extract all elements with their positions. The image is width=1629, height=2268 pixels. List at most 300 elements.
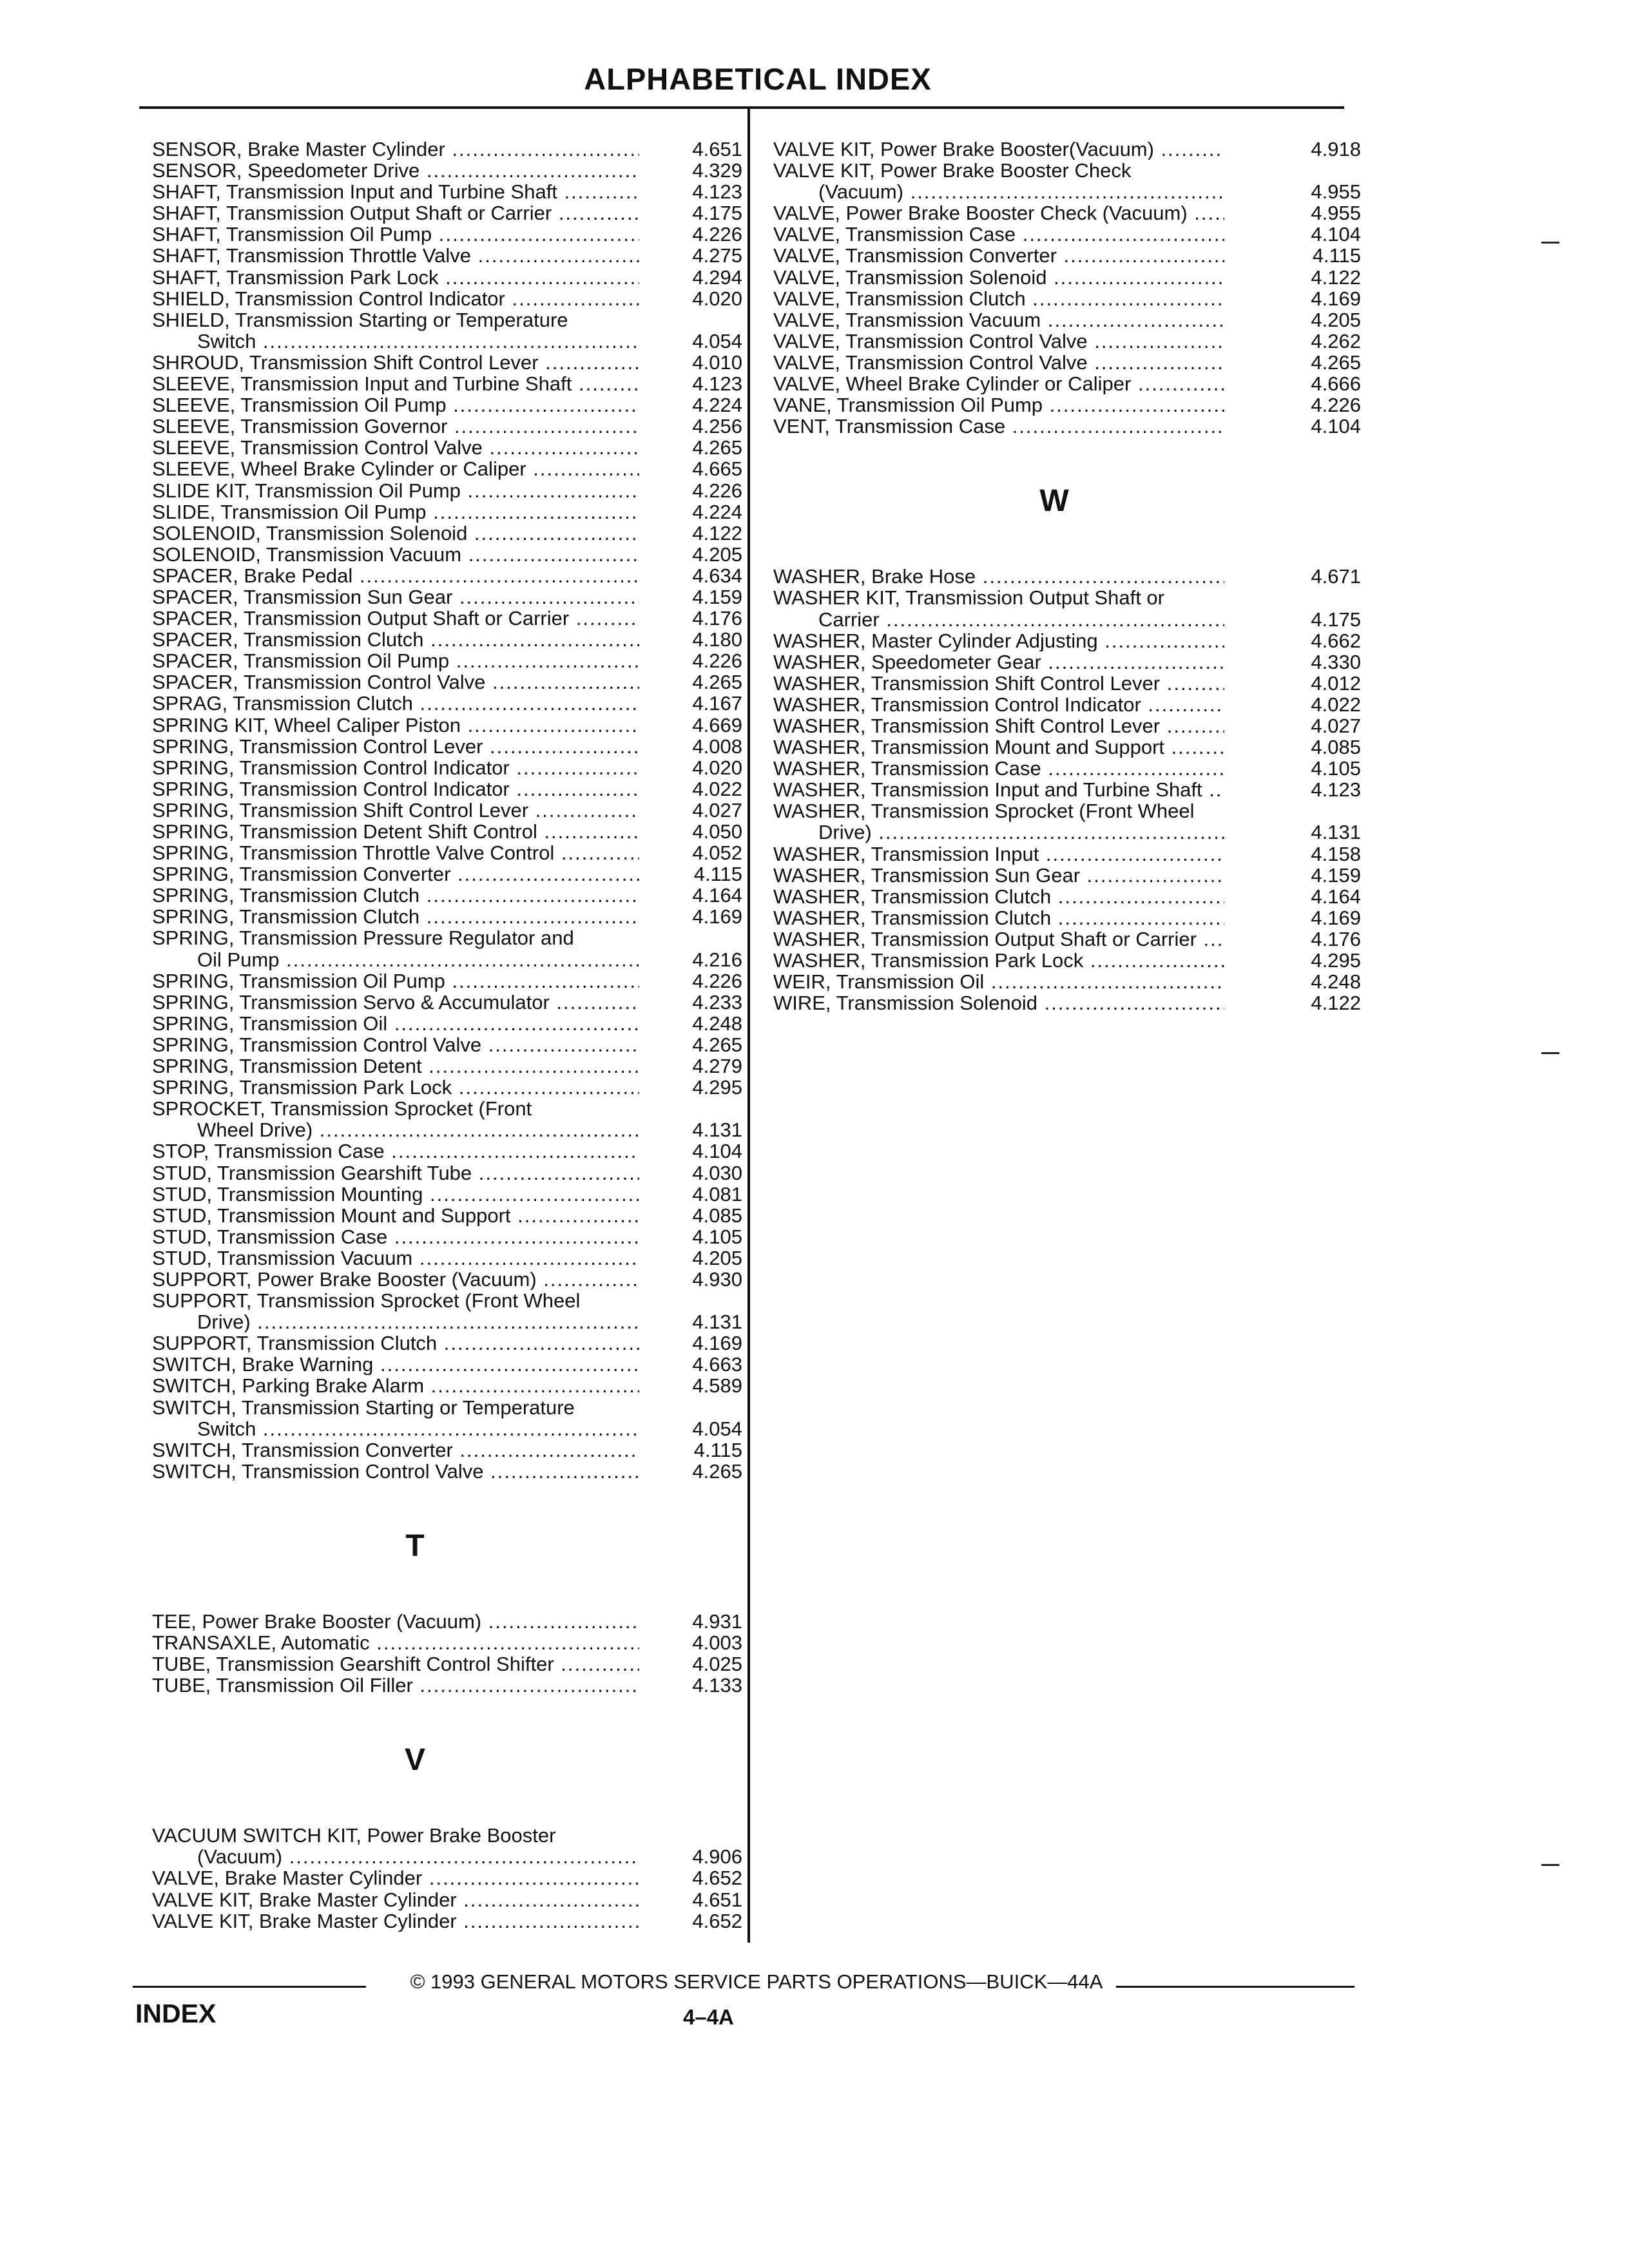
entry-name bbox=[773, 352, 1224, 373]
index-entry bbox=[773, 779, 1361, 800]
entry-name bbox=[773, 843, 1224, 865]
entry-name-text: WASHER, Transmission Mount and Support bbox=[773, 736, 1165, 758]
entry-page-number: 4.176 bbox=[1311, 927, 1361, 950]
index-entry bbox=[773, 992, 1361, 1014]
index-entry bbox=[152, 1162, 742, 1184]
entry-name-continuation: Switch ..... bbox=[152, 1418, 639, 1439]
entry-name bbox=[152, 1611, 639, 1632]
entry-page-number: 4.226 bbox=[692, 479, 742, 502]
entry-page-number: 4.294 bbox=[692, 265, 742, 289]
entry-name bbox=[152, 1632, 639, 1653]
entry-page-number: 4.027 bbox=[692, 798, 742, 822]
entry-page-number: 4.651 bbox=[692, 138, 742, 160]
entry-name bbox=[152, 160, 639, 181]
entry-page-number: 4.265 bbox=[1311, 351, 1361, 374]
entry-name bbox=[152, 885, 639, 906]
entry-name bbox=[773, 907, 1224, 928]
section-letter: W bbox=[1039, 484, 1069, 519]
entry-page-number: 4.930 bbox=[692, 1267, 742, 1291]
index-entry bbox=[773, 373, 1361, 394]
entry-name bbox=[152, 1034, 639, 1055]
entry-name bbox=[152, 927, 639, 970]
entry-name bbox=[152, 992, 639, 1013]
entry-name-text: VALVE, Transmission Control Valve bbox=[773, 330, 1088, 352]
entry-page-number: 4.104 bbox=[1311, 223, 1361, 246]
entry-name bbox=[773, 992, 1224, 1014]
entry-name bbox=[152, 1290, 639, 1332]
index-entry bbox=[152, 1055, 742, 1077]
entry-page-number: 4.012 bbox=[1311, 671, 1361, 695]
entry-name-text: SWITCH, Transmission Control Valve bbox=[152, 1460, 484, 1482]
entry-page-number: 4.955 bbox=[1311, 202, 1361, 225]
entry-page-number: 4.169 bbox=[1311, 287, 1361, 310]
entry-name bbox=[773, 224, 1224, 245]
entry-name bbox=[152, 1013, 639, 1034]
index-entry bbox=[152, 586, 742, 608]
entry-name bbox=[773, 267, 1224, 288]
index-entry bbox=[152, 437, 742, 458]
entry-page-number: 4.671 bbox=[1311, 565, 1361, 588]
entry-page-number: 4.123 bbox=[692, 180, 742, 204]
index-entry bbox=[152, 202, 742, 224]
index-entry bbox=[773, 224, 1361, 245]
index-entry bbox=[152, 1910, 742, 1932]
entry-name-text: SPRING, Transmission Servo & Accumulator bbox=[152, 991, 550, 1013]
entry-name-continuation: Oil Pump ..... bbox=[152, 949, 639, 970]
footer-page-number: 4–4A bbox=[683, 2005, 734, 2029]
entry-name bbox=[152, 416, 639, 437]
entry-name-text: SPRING, Transmission Clutch bbox=[152, 885, 420, 907]
entry-name-continuation: (Vacuum) ..... bbox=[152, 1846, 639, 1867]
entry-name-text: VACUUM SWITCH KIT, Power Brake Booster bbox=[152, 1825, 556, 1847]
index-entry bbox=[773, 245, 1361, 266]
index-entry bbox=[773, 267, 1361, 288]
index-entry bbox=[152, 629, 742, 650]
entry-name-text: WASHER, Master Cylinder Adjusting bbox=[773, 629, 1098, 651]
entry-page-number: 4.167 bbox=[692, 692, 742, 715]
entry-name-text: SPRING, Transmission Shift Control Lever bbox=[152, 799, 529, 821]
index-entry bbox=[773, 971, 1361, 992]
entry-name-text: SWITCH, Transmission Starting or Temperature bbox=[152, 1396, 575, 1419]
entry-name bbox=[773, 587, 1224, 629]
index-entry bbox=[152, 1098, 742, 1140]
entry-name-continuation: Wheel Drive) ..... bbox=[152, 1119, 639, 1140]
entry-page-number: 4.115 bbox=[693, 863, 742, 886]
entry-page-number: 4.931 bbox=[692, 1610, 742, 1633]
entry-page-number: 4.020 bbox=[692, 756, 742, 779]
footer-copyright: © 1993 GENERAL MOTORS SERVICE PARTS OPERATIONS—BUICK—44A bbox=[410, 1970, 1103, 1993]
index-entry bbox=[773, 587, 1361, 629]
index-entry bbox=[773, 736, 1361, 758]
entry-page-number: 4.265 bbox=[692, 671, 742, 694]
entry-page-number: 4.265 bbox=[692, 1033, 742, 1056]
entry-name-text: WASHER, Transmission Control Indicator bbox=[773, 693, 1141, 715]
entry-name bbox=[152, 1354, 639, 1375]
index-entry bbox=[152, 1184, 742, 1205]
entry-name-text: VANE, Transmission Oil Pump bbox=[773, 394, 1043, 416]
entry-page-number: 4.233 bbox=[692, 990, 742, 1014]
entry-name bbox=[152, 565, 639, 586]
entry-name-text: WASHER, Transmission Output Shaft or Carrier bbox=[773, 928, 1197, 950]
entry-name-text: WASHER, Transmission Clutch bbox=[773, 885, 1052, 907]
entry-name bbox=[152, 1098, 639, 1140]
entry-page-number: 4.295 bbox=[692, 1076, 742, 1099]
index-entry bbox=[152, 458, 742, 479]
entry-name bbox=[152, 458, 639, 479]
index-entry bbox=[773, 416, 1361, 437]
entry-page-number: 4.122 bbox=[1311, 265, 1361, 289]
index-entry bbox=[152, 139, 742, 160]
entry-name bbox=[773, 950, 1224, 971]
entry-name-text: SPRING, Transmission Clutch bbox=[152, 906, 420, 928]
entry-name bbox=[152, 1889, 639, 1910]
entry-name-text: SLIDE, Transmission Oil Pump bbox=[152, 501, 427, 523]
entry-name bbox=[152, 1269, 639, 1290]
entry-name-text: SHAFT, Transmission Oil Pump bbox=[152, 224, 432, 245]
index-entry bbox=[152, 608, 742, 629]
entry-page-number: 4.226 bbox=[692, 223, 742, 246]
entry-name bbox=[152, 1184, 639, 1205]
index-entry bbox=[152, 480, 742, 501]
entry-name bbox=[773, 309, 1224, 331]
index-entry bbox=[152, 1461, 742, 1482]
entry-page-number: 4.669 bbox=[692, 713, 742, 736]
index-entry bbox=[773, 630, 1361, 651]
index-entry bbox=[152, 373, 742, 394]
entry-name bbox=[773, 651, 1224, 673]
entry-name bbox=[152, 181, 639, 202]
index-entry bbox=[152, 416, 742, 437]
index-entry bbox=[152, 863, 742, 885]
entry-name-text: SPACER, Transmission Oil Pump bbox=[152, 650, 450, 672]
entry-page-number: 4.226 bbox=[1311, 394, 1361, 417]
entry-name bbox=[773, 865, 1224, 886]
entry-name bbox=[152, 629, 639, 650]
entry-page-number: 4.226 bbox=[692, 649, 742, 673]
entry-name-text: TEE, Power Brake Booster (Vacuum) bbox=[152, 1610, 482, 1632]
entry-page-number: 4.248 bbox=[1311, 970, 1361, 994]
entry-name-text: VALVE, Transmission Converter bbox=[773, 245, 1057, 267]
entry-name-text: TRANSAXLE, Automatic bbox=[152, 1632, 370, 1654]
entry-name-text: WASHER, Transmission Shift Control Lever bbox=[773, 672, 1161, 694]
entry-name-text: SHAFT, Transmission Throttle Valve bbox=[152, 245, 472, 267]
margin-tick bbox=[1541, 1052, 1559, 1054]
entry-page-number: 4.248 bbox=[692, 1012, 742, 1035]
index-entry bbox=[152, 565, 742, 586]
entry-name bbox=[773, 245, 1224, 266]
entry-name-text: VALVE, Brake Master Cylinder bbox=[152, 1867, 423, 1889]
entry-page-number: 4.918 bbox=[1311, 138, 1361, 160]
entry-name-text: SPRING, Transmission Control Indicator bbox=[152, 756, 510, 778]
entry-page-number: 4.085 bbox=[1311, 736, 1361, 759]
entry-name-text: SLEEVE, Transmission Input and Turbine Shaft bbox=[152, 373, 572, 395]
entry-name-text: STUD, Transmission Vacuum bbox=[152, 1247, 413, 1269]
entry-name-text: SUPPORT, Power Brake Booster (Vacuum) bbox=[152, 1268, 537, 1291]
entry-name bbox=[152, 970, 639, 992]
entry-page-number: 4.104 bbox=[1311, 415, 1361, 438]
entry-name-text: VALVE, Transmission Case bbox=[773, 224, 1016, 245]
index-entry bbox=[152, 1675, 742, 1696]
entry-page-number: 4.265 bbox=[692, 436, 742, 459]
index-entry bbox=[152, 1867, 742, 1888]
entry-page-number: 4.123 bbox=[692, 372, 742, 396]
entry-name bbox=[773, 928, 1224, 950]
index-entry bbox=[152, 181, 742, 202]
entry-name-text: SWITCH, Parking Brake Alarm bbox=[152, 1375, 425, 1397]
entry-page-number: 4.634 bbox=[692, 564, 742, 587]
index-entry bbox=[152, 224, 742, 245]
entry-page-number: 4.663 bbox=[692, 1353, 742, 1376]
index-entry bbox=[152, 1205, 742, 1226]
entry-name-text: VALVE, Power Brake Booster Check (Vacuum) bbox=[773, 202, 1188, 224]
entry-name bbox=[773, 694, 1224, 715]
entry-name bbox=[152, 608, 639, 629]
entry-name-text: WASHER, Speedometer Gear bbox=[773, 651, 1041, 673]
entry-name bbox=[152, 842, 639, 863]
entry-name-text: SOLENOID, Transmission Solenoid bbox=[152, 522, 468, 544]
entry-name-text: SPRING, Transmission Detent Shift Control bbox=[152, 821, 537, 843]
index-entry bbox=[152, 885, 742, 906]
entry-page-number: 4.131 bbox=[1311, 821, 1361, 844]
index-entry bbox=[773, 288, 1361, 309]
index-entry bbox=[152, 842, 742, 863]
index-entry bbox=[152, 1332, 742, 1354]
entry-name-text: SPRING, Transmission Converter bbox=[152, 863, 451, 885]
entry-page-number: 4.262 bbox=[1311, 329, 1361, 352]
entry-name-text: TUBE, Transmission Oil Filler bbox=[152, 1675, 413, 1696]
entry-name-text: SPRING, Transmission Control Indicator bbox=[152, 778, 510, 800]
index-entry bbox=[152, 267, 742, 288]
entry-page-number: 4.329 bbox=[692, 159, 742, 182]
index-entry bbox=[152, 245, 742, 266]
entry-name bbox=[152, 224, 639, 245]
index-entry bbox=[152, 693, 742, 714]
index-entry bbox=[152, 1375, 742, 1396]
index-entry bbox=[152, 288, 742, 309]
index-entry bbox=[773, 715, 1361, 736]
index-entry bbox=[152, 352, 742, 373]
entry-name-text: STUD, Transmission Gearshift Tube bbox=[152, 1162, 472, 1184]
entry-page-number: 4.131 bbox=[692, 1119, 742, 1142]
entry-name bbox=[773, 715, 1224, 736]
index-entry bbox=[152, 1013, 742, 1034]
index-entry bbox=[152, 970, 742, 992]
entry-name bbox=[152, 1140, 639, 1162]
entry-page-number: 4.052 bbox=[692, 841, 742, 865]
entry-page-number: 4.159 bbox=[692, 585, 742, 608]
index-entry bbox=[152, 309, 742, 352]
entry-name bbox=[152, 1653, 639, 1675]
entry-name bbox=[152, 650, 639, 671]
entry-name bbox=[152, 202, 639, 224]
entry-name-text: VALVE KIT, Brake Master Cylinder bbox=[152, 1888, 457, 1910]
entry-page-number: 4.003 bbox=[692, 1631, 742, 1654]
index-entry bbox=[152, 501, 742, 523]
entry-name bbox=[152, 267, 639, 288]
entry-name-text: VALVE KIT, Power Brake Booster Check bbox=[773, 160, 1132, 182]
entry-name-text: WASHER, Transmission Park Lock bbox=[773, 950, 1084, 972]
entry-page-number: 4.169 bbox=[1311, 906, 1361, 929]
entry-page-number: 4.115 bbox=[1312, 244, 1361, 267]
index-entry bbox=[152, 927, 742, 970]
index-entry bbox=[773, 139, 1361, 160]
entry-name bbox=[152, 693, 639, 714]
index-entry bbox=[773, 950, 1361, 971]
index-entry bbox=[152, 992, 742, 1013]
entry-name bbox=[152, 480, 639, 501]
entry-name-text: SHAFT, Transmission Input and Turbine Shaft bbox=[152, 181, 557, 203]
entry-name-text: SHROUD, Transmission Shift Control Lever bbox=[152, 351, 539, 374]
entry-name bbox=[773, 416, 1224, 437]
entry-page-number: 4.081 bbox=[692, 1182, 742, 1206]
entry-name-text: SHAFT, Transmission Park Lock bbox=[152, 266, 439, 288]
entry-page-number: 4.027 bbox=[1311, 714, 1361, 737]
index-column-right bbox=[773, 139, 1361, 1014]
entry-page-number: 4.030 bbox=[692, 1161, 742, 1184]
entry-name-text: SENSOR, Brake Master Cylinder bbox=[152, 139, 445, 160]
entry-name bbox=[152, 1332, 639, 1354]
footer-section-label: INDEX bbox=[135, 1999, 217, 2028]
index-entry bbox=[152, 1397, 742, 1439]
index-entry bbox=[773, 160, 1361, 202]
entry-name-text: SPRING, Transmission Throttle Valve Control bbox=[152, 842, 555, 864]
entry-name-text: WASHER, Transmission Case bbox=[773, 758, 1041, 780]
index-entry bbox=[773, 907, 1361, 928]
entry-name-text: SPACER, Transmission Control Valve bbox=[152, 671, 486, 693]
entry-page-number: 4.008 bbox=[692, 735, 742, 758]
entry-page-number: 4.105 bbox=[1311, 757, 1361, 780]
entry-name-text: WASHER, Transmission Shift Control Lever bbox=[773, 715, 1161, 737]
entry-name bbox=[152, 309, 639, 352]
entry-name-text: SPACER, Transmission Clutch bbox=[152, 629, 424, 651]
index-entry bbox=[773, 758, 1361, 779]
entry-name bbox=[152, 906, 639, 927]
entry-name bbox=[152, 139, 639, 160]
index-entry bbox=[152, 715, 742, 736]
entry-name bbox=[152, 821, 639, 842]
entry-name bbox=[773, 673, 1224, 694]
entry-name bbox=[152, 671, 639, 693]
index-entry bbox=[773, 331, 1361, 352]
entry-name-text: WASHER, Transmission Clutch bbox=[773, 907, 1052, 928]
entry-page-number: 4.105 bbox=[692, 1225, 742, 1248]
entry-name-text: TUBE, Transmission Gearshift Control Shifter bbox=[152, 1653, 554, 1675]
entry-name bbox=[773, 331, 1224, 352]
entry-name-text: WEIR, Transmission Oil bbox=[773, 971, 985, 993]
index-entry bbox=[152, 544, 742, 565]
entry-page-number: 4.330 bbox=[1311, 650, 1361, 673]
entry-name bbox=[152, 800, 639, 821]
entry-name bbox=[152, 1205, 639, 1226]
entry-name-text: VALVE, Transmission Control Valve bbox=[773, 351, 1088, 374]
index-entry bbox=[152, 1077, 742, 1098]
entry-name-continuation: Drive) ..... bbox=[152, 1311, 639, 1332]
entry-name bbox=[152, 288, 639, 309]
index-column-left bbox=[152, 139, 742, 1932]
index-entry bbox=[773, 843, 1361, 865]
entry-page-number: 4.662 bbox=[1311, 629, 1361, 652]
entry-name-text: SWITCH, Brake Warning bbox=[152, 1354, 374, 1376]
index-entry bbox=[152, 757, 742, 778]
entry-name bbox=[152, 757, 639, 778]
entry-page-number: 4.159 bbox=[1311, 863, 1361, 887]
index-entry bbox=[152, 778, 742, 800]
entry-name-text: WASHER KIT, Transmission Output Shaft or bbox=[773, 587, 1164, 610]
index-entry bbox=[152, 1247, 742, 1269]
entry-name bbox=[773, 779, 1224, 800]
entry-name-continuation: (Vacuum) ..... bbox=[773, 181, 1224, 202]
entry-page-number: 4.123 bbox=[1311, 778, 1361, 802]
entry-name-text: SLIDE KIT, Transmission Oil Pump bbox=[152, 479, 461, 501]
entry-page-number: 4.022 bbox=[692, 777, 742, 800]
entry-name bbox=[152, 1675, 639, 1696]
index-entry bbox=[152, 906, 742, 927]
index-entry bbox=[773, 928, 1361, 950]
entry-name-text: SPRING, Transmission Oil Pump bbox=[152, 970, 445, 992]
entry-page-number: 4.175 bbox=[1311, 608, 1361, 631]
entry-name bbox=[152, 1910, 639, 1932]
entry-page-number: 4.205 bbox=[1311, 308, 1361, 331]
index-entry bbox=[152, 1653, 742, 1675]
entry-name-text: STUD, Transmission Mounting bbox=[152, 1183, 423, 1205]
entry-name bbox=[152, 245, 639, 266]
entry-name bbox=[773, 971, 1224, 992]
entry-page-number: 4.589 bbox=[692, 1374, 742, 1398]
margin-tick bbox=[1541, 242, 1559, 244]
entry-name bbox=[152, 863, 639, 885]
entry-name-text: VALVE KIT, Power Brake Booster(Vacuum) bbox=[773, 139, 1154, 160]
index-entry bbox=[152, 1632, 742, 1653]
index-entry bbox=[152, 736, 742, 757]
entry-page-number: 4.224 bbox=[692, 394, 742, 417]
index-entry bbox=[773, 800, 1361, 843]
entry-page-number: 4.010 bbox=[692, 351, 742, 374]
entry-page-number: 4.169 bbox=[692, 905, 742, 928]
entry-name-text: SPRING, Transmission Control Lever bbox=[152, 735, 483, 757]
entry-name-text: SLEEVE, Transmission Oil Pump bbox=[152, 394, 447, 416]
entry-name-text: SWITCH, Transmission Converter bbox=[152, 1439, 453, 1461]
index-entry bbox=[773, 394, 1361, 416]
entry-page-number: 4.265 bbox=[692, 1459, 742, 1483]
entry-page-number: 4.279 bbox=[692, 1055, 742, 1078]
index-entry bbox=[152, 1889, 742, 1910]
entry-name-text: VALVE, Wheel Brake Cylinder or Caliper bbox=[773, 373, 1132, 395]
entry-name bbox=[152, 586, 639, 608]
index-entry bbox=[152, 394, 742, 416]
entry-name bbox=[773, 394, 1224, 416]
entry-name bbox=[773, 886, 1224, 907]
entry-name bbox=[152, 1055, 639, 1077]
entry-name-text: SPROCKET, Transmission Sprocket (Front bbox=[152, 1098, 532, 1120]
entry-name-text: STOP, Transmission Case bbox=[152, 1140, 385, 1162]
entry-name bbox=[152, 1375, 639, 1396]
index-entry bbox=[152, 1439, 742, 1461]
entry-name-text: SPRING, Transmission Park Lock bbox=[152, 1077, 452, 1099]
entry-name bbox=[152, 1162, 639, 1184]
entry-name-text: SLEEVE, Transmission Control Valve bbox=[152, 437, 483, 459]
entry-page-number: 4.176 bbox=[692, 607, 742, 630]
entry-page-number: 4.226 bbox=[692, 969, 742, 992]
entry-name bbox=[152, 778, 639, 800]
section-letter: T bbox=[405, 1528, 425, 1563]
index-entry bbox=[773, 673, 1361, 694]
entry-name-text: WASHER, Transmission Sun Gear bbox=[773, 864, 1081, 886]
entry-name bbox=[152, 1397, 639, 1439]
entry-name-text: SPRING, Transmission Detent bbox=[152, 1055, 422, 1077]
entry-name-text: SHIELD, Transmission Control Indicator bbox=[152, 287, 505, 309]
entry-name-text: WASHER, Transmission Input and Turbine Shaft bbox=[773, 779, 1202, 801]
index-entry bbox=[152, 1140, 742, 1162]
